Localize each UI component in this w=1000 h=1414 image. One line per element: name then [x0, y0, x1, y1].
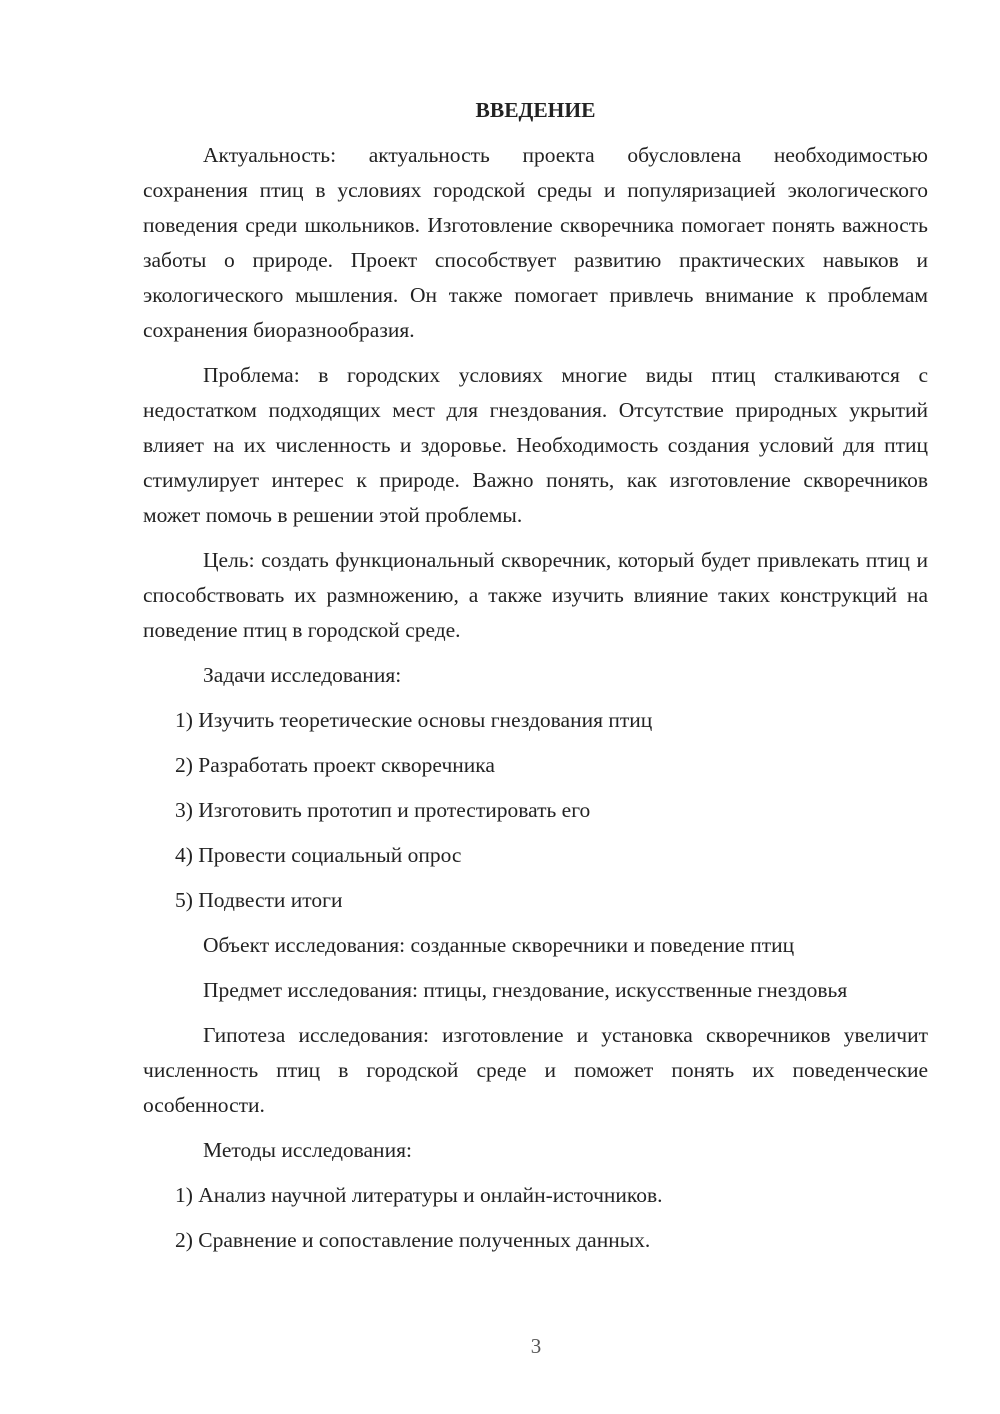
- goal-paragraph: Цель: создать функциональный скворечник, который будет привлекать птиц и способствовать их размножению, а также изучить влияние таких конструкций на поведение птиц в городской среде.: [143, 548, 928, 642]
- list-item: 1) Анализ научной литературы и онлайн-источников.: [175, 1183, 663, 1207]
- list-item: 4) Провести социальный опрос: [175, 843, 462, 867]
- subject-paragraph: Предмет исследования: птицы, гнездование, искусственные гнездовья: [203, 978, 848, 1002]
- document-page: [143, 94, 928, 1268]
- tasks-heading: Задачи исследования:: [203, 663, 402, 687]
- tasks-list: [143, 703, 928, 918]
- page-number: 3: [530, 1334, 542, 1358]
- list-item: 5) Подвести итоги: [175, 888, 343, 912]
- list-item: 1) Изучить теоретические основы гнездования птиц: [175, 708, 653, 732]
- problem-paragraph: Проблема: в городских условиях многие виды птиц сталкиваются с недостатком подходящих мест для гнездования. Отсутствие природных укрытий влияет на их численность и здоровье. Необходимость создания условий для птиц стимулирует интерес к природе. Важно понять, как изготовление скворечников может помочь в решении этой проблемы.: [143, 363, 928, 527]
- methods-list: [143, 1178, 928, 1258]
- list-item: 3) Изготовить прототип и протестировать его: [175, 798, 591, 822]
- page-title: ВВЕДЕНИЕ: [475, 98, 596, 122]
- list-item: 2) Разработать проект скворечника: [175, 753, 495, 777]
- relevance-paragraph: Актуальность: актуальность проекта обусловлена необходимостью сохранения птиц в условиях городской среды и популяризацией экологического поведения среди школьников. Изготовление скворечника помогает понять важность заботы о природе. Проект способствует развитию практических навыков и экологического мышления. Он также помогает привлечь внимание к проблемам сохранения биоразнообразия.: [143, 143, 928, 342]
- object-paragraph: Объект исследования: созданные скворечники и поведение птиц: [203, 933, 795, 957]
- methods-heading: Методы исследования:: [203, 1138, 412, 1162]
- hypothesis-paragraph: Гипотеза исследования: изготовление и установка скворечников увеличит численность птиц в городской среде и поможет понять их поведенческие особенности.: [143, 1023, 928, 1117]
- list-item: 2) Сравнение и сопоставление полученных данных.: [175, 1228, 651, 1252]
